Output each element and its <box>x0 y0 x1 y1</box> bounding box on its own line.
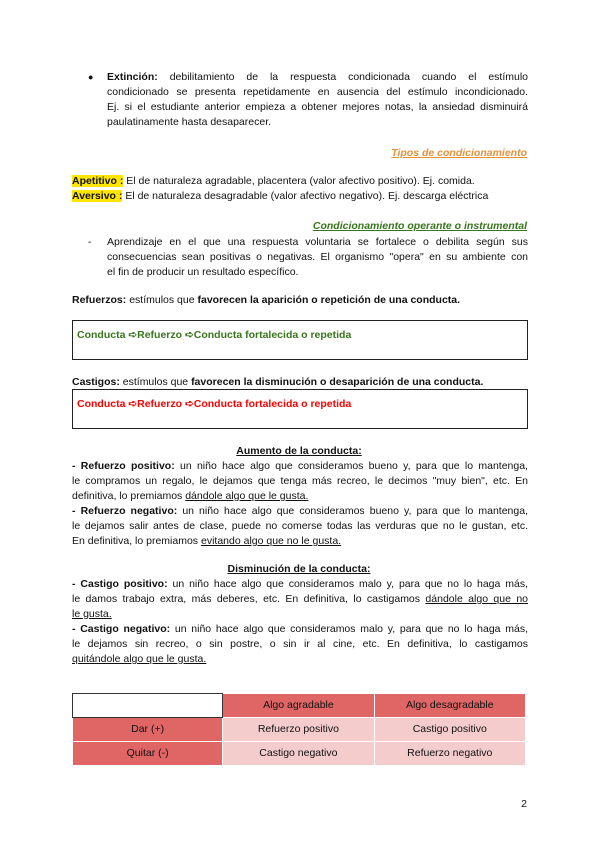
castigos-box <box>72 389 528 429</box>
apetitivo-label: Apetitivo : <box>72 175 124 187</box>
castigos-box-text: Conducta ➪Refuerzo ➪Conducta fortalecida o repetida <box>77 398 352 410</box>
cp-line2: le damos trabajo extra, más deberes, etc. En definitiva, lo castigamos <box>72 593 421 605</box>
page-number: 2 <box>521 798 527 810</box>
refuerzos-mid: estímulos que <box>129 294 195 306</box>
tipos-title: Tipos de condicionamiento <box>391 147 527 159</box>
rp-line3: definitiva, lo premiamos <box>72 490 183 502</box>
aversivo-text: El de naturaleza desagradable (valor afectivo negativo). Ej. descarga eléctrica <box>125 190 489 202</box>
cn-line2: le dejamos sin recreo, o sin postre, o sin ir al cine, etc. En definitiva, lo castigamos <box>72 638 528 650</box>
rp-underlined: dándole algo que le gusta. <box>185 490 309 502</box>
rn-line2: le dejamos salir antes de clase, puede no comerse todas las verduras que no le gustan, etc. <box>72 520 528 532</box>
castigo-negativo-label: - Castigo negativo: <box>72 623 171 635</box>
rn-line1: un niño hace algo que consideramos bueno y, para que lo mantenga, <box>182 505 528 517</box>
refuerzo-negativo-label: - Refuerzo negativo: <box>72 505 178 517</box>
extincion-line2: condicionado se presenta repetidamente en ausencia del estímulo incondicionado. <box>107 86 528 98</box>
rn-underlined: evitando algo que no le gusta. <box>200 535 342 547</box>
disminucion-title: Disminución de la conducta: <box>227 563 371 575</box>
apetitivo-text: El de naturaleza agradable, placentera (valor afectivo positivo). Ej. comida. <box>126 175 475 187</box>
extincion-line3: Ej. si el estudiante anterior empieza a obtener mejores notas, la ansiedad disminuirá <box>107 101 528 113</box>
refuerzos-line <box>72 293 460 308</box>
castigos-bold: favorecen la disminución o desaparición de una conducta. <box>191 376 484 388</box>
refuerzo-positivo-label: - Refuerzo positivo: <box>72 460 175 472</box>
operante-line2: consecuencias sean positivas o negativas. El organismo "opera" en su ambiente con <box>107 251 528 263</box>
rp-line1: un niño hace algo que consideramos bueno y, para que lo mantenga, <box>180 460 528 472</box>
refuerzos-box <box>72 320 528 360</box>
cp-underlined-2: le gusta. <box>72 608 112 620</box>
castigos-line <box>72 375 483 390</box>
apetitivo-line <box>72 174 475 189</box>
rp-line2: le compramos un regalo, le dejamos que tenga más recreo, le decimos "muy bien", etc. En <box>72 475 528 487</box>
extincion-line1: debilitamiento de la respuesta condicionada cuando el estímulo <box>169 71 529 83</box>
table-corner-cell <box>73 694 223 718</box>
extincion-term: Extinción: <box>107 71 158 83</box>
table-row-label: Dar (+) <box>73 718 223 742</box>
castigos-label: Castigos: <box>72 376 120 388</box>
cn-line1: un niño hace algo que consideramos malo y, para que no lo haga más, <box>174 623 528 635</box>
castigo-positivo-label: - Castigo positivo: <box>72 578 168 590</box>
table-header-row <box>73 694 526 718</box>
cp-line1: un niño hace algo que consideramos malo y, para que no lo haga más, <box>172 578 528 590</box>
table-cell: Castigo negativo <box>223 742 374 766</box>
rn-line3: En definitiva, lo premiamos <box>72 535 199 547</box>
aumento-section <box>72 459 528 549</box>
table-cell: Castigo positivo <box>374 718 525 742</box>
table-row <box>73 742 526 766</box>
table-col-header: Algo agradable <box>223 694 374 718</box>
table-row <box>73 718 526 742</box>
table-row-label: Quitar (-) <box>73 742 223 766</box>
aumento-title: Aumento de la conducta: <box>236 445 362 457</box>
refuerzos-bold: favorecen la aparición o repetición de una conducta. <box>197 294 461 306</box>
cp-underlined: dándole algo que no <box>425 593 529 605</box>
refuerzos-label: Refuerzos: <box>72 294 127 306</box>
castigos-mid: estímulos que <box>122 376 189 388</box>
extincion-line4: paulatinamente hasta desaparecer. <box>107 116 272 128</box>
disminucion-section <box>72 577 528 667</box>
aversivo-line <box>72 189 488 204</box>
aversivo-label: Aversivo : <box>72 190 123 202</box>
table-cell: Refuerzo positivo <box>223 718 374 742</box>
table-cell: Refuerzo negativo <box>374 742 525 766</box>
dash-icon: - <box>88 236 92 248</box>
table-col-header: Algo desagradable <box>374 694 525 718</box>
summary-table <box>72 693 526 766</box>
cn-underlined: quitándole algo que le gusta. <box>72 653 207 665</box>
bullet-icon: ● <box>88 72 94 82</box>
operante-line3: el fin de producir un resultado específico. <box>107 266 299 278</box>
refuerzos-box-text: Conducta ➪Refuerzo ➪Conducta fortalecida o repetida <box>77 329 352 341</box>
operante-title: Condicionamiento operante o instrumental <box>312 220 527 232</box>
operante-line1: Aprendizaje en el que una respuesta voluntaria se fortalece o debilita según sus <box>107 236 528 248</box>
